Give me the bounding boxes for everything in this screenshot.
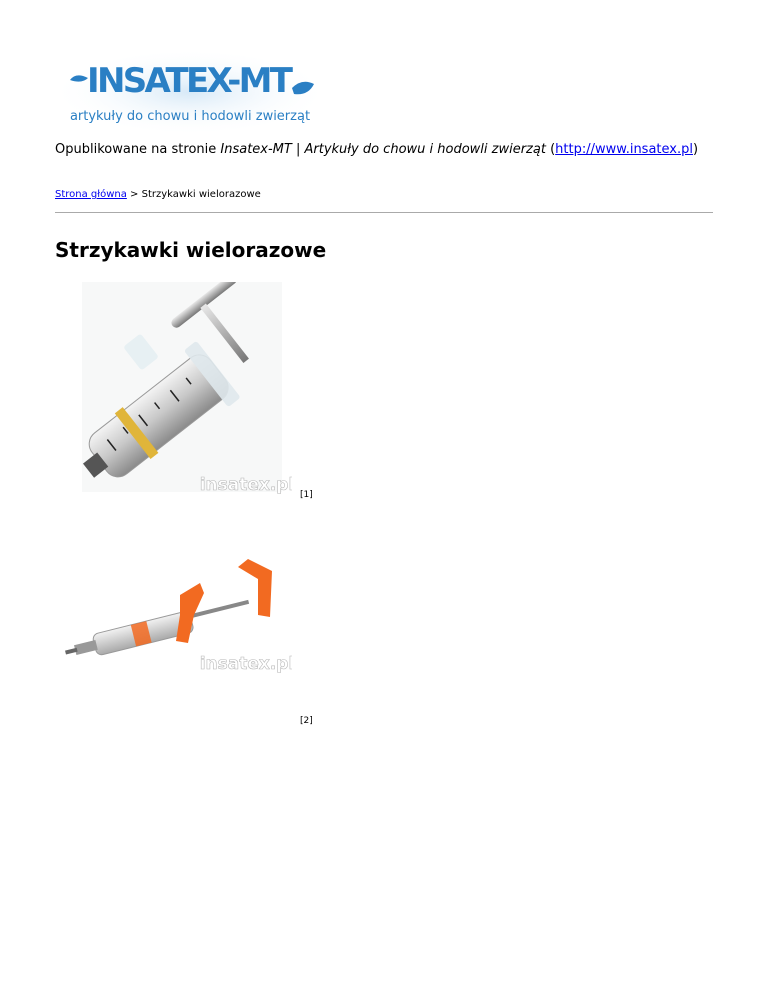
image-ref-2: [2] — [300, 716, 313, 726]
divider — [55, 212, 713, 213]
published-site: Insatex-MT | Artykuły do chowu i hodowli zwierząt — [220, 142, 546, 157]
image-ref-1: [1] — [300, 490, 313, 500]
site-logo[interactable] — [62, 50, 318, 132]
breadcrumb-home-link[interactable]: Strona główna — [55, 189, 127, 200]
published-line — [55, 142, 698, 157]
breadcrumb-current: Strzykawki wielorazowe — [141, 189, 261, 200]
logo-tagline: artykuły do chowu i hodowli zwierząt — [69, 109, 311, 124]
metal-syringe-image — [62, 282, 292, 497]
page-title: Strzykawki wielorazowe — [55, 238, 327, 262]
logo-brand: INSATEX-MT — [87, 61, 293, 101]
image-watermark-2: insatex.pl — [199, 654, 292, 674]
published-prefix: Opublikowane na stronie — [55, 142, 221, 157]
paren-open: ( — [545, 142, 556, 157]
image-watermark: insatex.pl — [199, 475, 292, 495]
site-url-link[interactable]: http://www.insatex.pl — [555, 142, 693, 157]
breadcrumb — [55, 189, 261, 200]
breadcrumb-separator: > — [126, 189, 142, 200]
paren-close: ) — [692, 142, 699, 157]
orange-syringe-image — [62, 555, 292, 690]
